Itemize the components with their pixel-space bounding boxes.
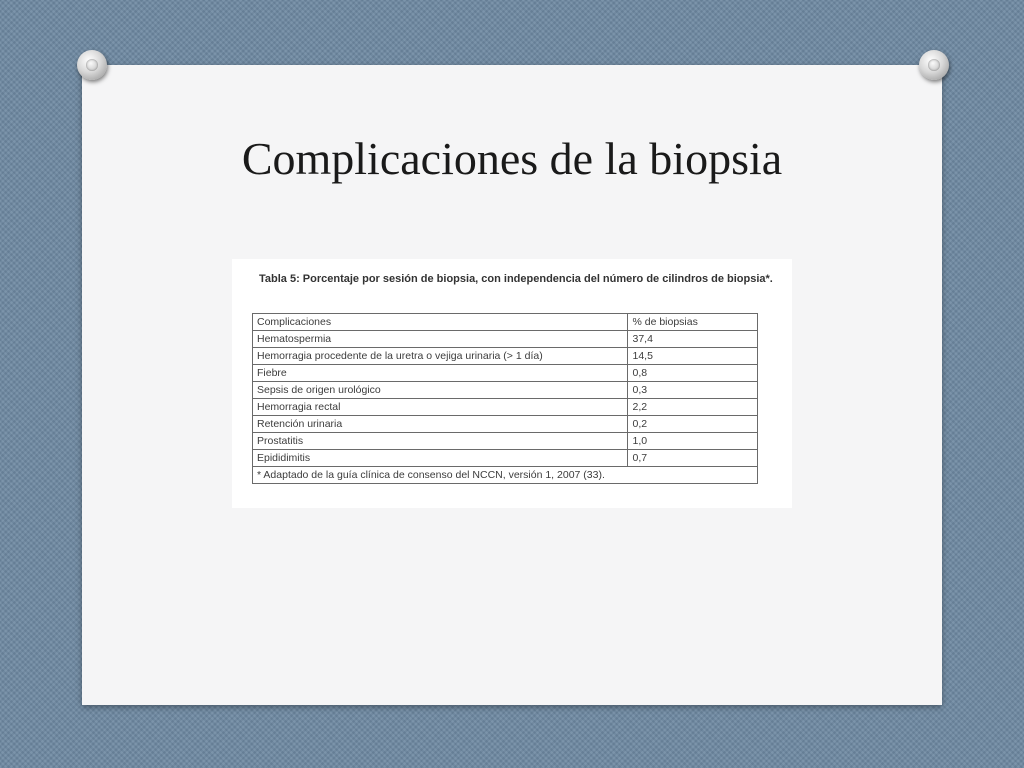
table-row: [253, 450, 758, 467]
table-row: [253, 399, 758, 416]
table-row: [253, 365, 758, 382]
table-caption: Tabla 5: Porcentaje por sesión de biopsia, con independencia del número de cilindros de biopsia*.: [259, 273, 773, 285]
complication-cell: Epididimitis: [253, 450, 628, 467]
pushpin-icon: [919, 50, 949, 80]
table-row: [253, 433, 758, 450]
complications-table: [252, 313, 758, 484]
table-figure: [232, 259, 792, 508]
complication-cell: Fiebre: [253, 365, 628, 382]
column-header-complicaciones: Complicaciones: [253, 314, 628, 331]
table-row: [253, 416, 758, 433]
percent-cell: 37,4: [628, 331, 758, 348]
table-header-row: [253, 314, 758, 331]
table-row: [253, 382, 758, 399]
table-row: [253, 331, 758, 348]
percent-cell: 14,5: [628, 348, 758, 365]
percent-cell: 0,7: [628, 450, 758, 467]
table-row: [253, 348, 758, 365]
percent-cell: 1,0: [628, 433, 758, 450]
complication-cell: Hemorragia procedente de la uretra o vejiga urinaria (> 1 día): [253, 348, 628, 365]
complication-cell: Prostatitis: [253, 433, 628, 450]
complication-cell: Sepsis de origen urológico: [253, 382, 628, 399]
pushpin-icon: [77, 50, 107, 80]
complication-cell: Hematospermia: [253, 331, 628, 348]
percent-cell: 0,2: [628, 416, 758, 433]
complication-cell: Retención urinaria: [253, 416, 628, 433]
table-footnote-row: [253, 467, 758, 484]
percent-cell: 2,2: [628, 399, 758, 416]
table-footnote: * Adaptado de la guía clínica de consenso del NCCN, versión 1, 2007 (33).: [253, 467, 758, 484]
percent-cell: 0,8: [628, 365, 758, 382]
column-header-percent: % de biopsias: [628, 314, 758, 331]
complication-cell: Hemorragia rectal: [253, 399, 628, 416]
percent-cell: 0,3: [628, 382, 758, 399]
slide-title: Complicaciones de la biopsia: [241, 133, 783, 184]
